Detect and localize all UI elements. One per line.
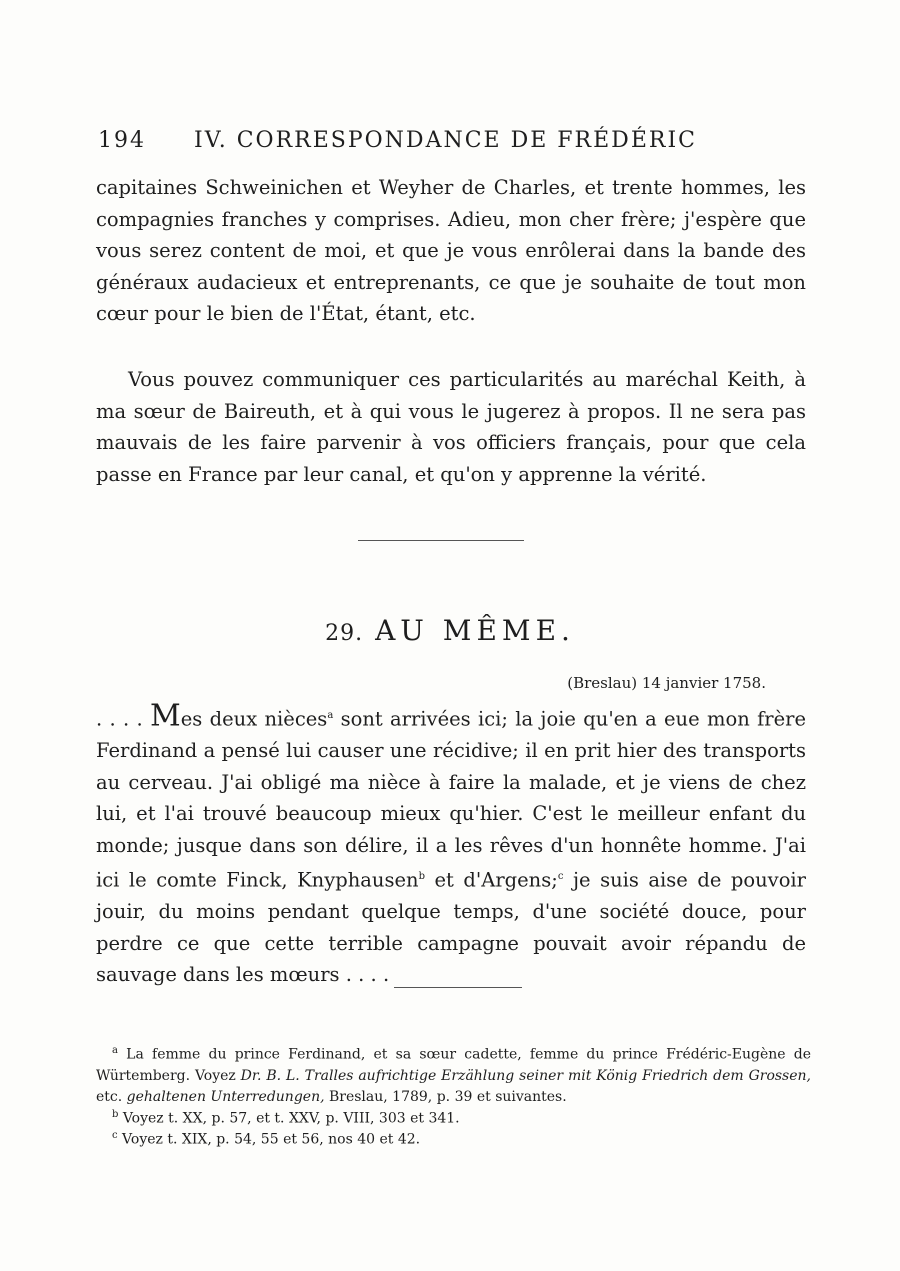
footnote-text: etc.: [96, 1088, 127, 1105]
letter-text-4: je suis aise de pouvoir jouir, du moins pendant quelque temps, d'une société douce, pour perdre ce que cette terrible campagne pouvait avoir répandu de sauvage dans les mœurs . . . .: [96, 868, 806, 986]
section-divider: [358, 540, 524, 541]
page-number: 194: [98, 128, 146, 153]
letter-text-2: sont arrivées ici; la joie qu'en a eue mon frère Ferdinand a pensé lui causer une récidive; il en prit hier des transports au cerveau. J'ai obligé ma nièce à faire la malade, et je viens de chez lui, et l'ai trouvé beaucoup mieux qu'hier. C'est le meilleur enfant du monde; jusque dans son délire, il a les rêves d'un honnête homme. J'ai ici le comte Finck, Knyphausen: [96, 707, 807, 892]
footnote-mark: c: [112, 1130, 118, 1141]
footnote-ref-c: c: [557, 871, 564, 882]
footnote-text: Voyez t. XX, p. 57, et t. XXV, p. VIII, 303 et 341.: [118, 1110, 460, 1127]
letter-body: [96, 700, 806, 991]
running-title: IV. CORRESPONDANCE DE FRÉDÉRIC: [194, 128, 697, 153]
footnote-mark: b: [112, 1109, 119, 1120]
footnote-divider: [394, 987, 522, 988]
footnote-ref-a: a: [327, 710, 334, 721]
footnote-text: Voyez t. XIX, p. 54, 55 et 56, nos 40 et 42.: [117, 1131, 421, 1148]
footnote-mark: a: [112, 1045, 118, 1056]
letter-title: AU MÊME.: [375, 614, 575, 647]
paragraph-postscript: Vous pouvez communiquer ces particularités au maréchal Keith, à ma sœur de Baireuth, et à qui vous le jugerez à propos. Il ne sera pas mauvais de les faire parvenir à vos officiers français, pour que cela passe en France par leur canal, et qu'on y apprenne la vérité.: [96, 368, 806, 486]
footnote-a: [96, 1040, 811, 1108]
footnote-text: La femme du prince Ferdinand, et sa sœur cadette, femme du prince Frédéric-Eugène de Würtemberg. Voyez: [96, 1046, 811, 1084]
letter-heading: [0, 614, 900, 647]
footnote-c: [96, 1125, 811, 1151]
letter-number: 29.: [325, 621, 364, 646]
footnote-text: Breslau, 1789, p. 39 et suivantes.: [324, 1088, 567, 1105]
footnote-italic-title: Dr. B. L. Tralles aufrichtige Erzählung seiner mit König Friedrich dem Grossen,: [240, 1067, 811, 1084]
ellipsis-lead: . . . .: [96, 707, 151, 731]
letter-text-1: es deux nièces: [180, 707, 328, 731]
footnote-italic-title: gehaltenen Unterredungen,: [126, 1088, 325, 1105]
letter-text-3: et d'Argens;: [424, 868, 558, 892]
letter-dateline: (Breslau) 14 janvier 1758.: [567, 674, 766, 692]
footnote-ref-b: b: [418, 871, 425, 882]
paragraph-continued: capitaines Schweinichen et Weyher de Charles, et trente hommes, les compagnies franches y comprises. Adieu, mon cher frère; j'espère que vous serez content de moi, et que je vous enrôlerai dans la bande des généraux audacieux et entreprenants, ce que je souhaite de tout mon cœur pour le bien de l'État, étant, etc.: [96, 176, 806, 325]
drop-capital: M: [150, 698, 181, 734]
running-header: [98, 128, 818, 153]
